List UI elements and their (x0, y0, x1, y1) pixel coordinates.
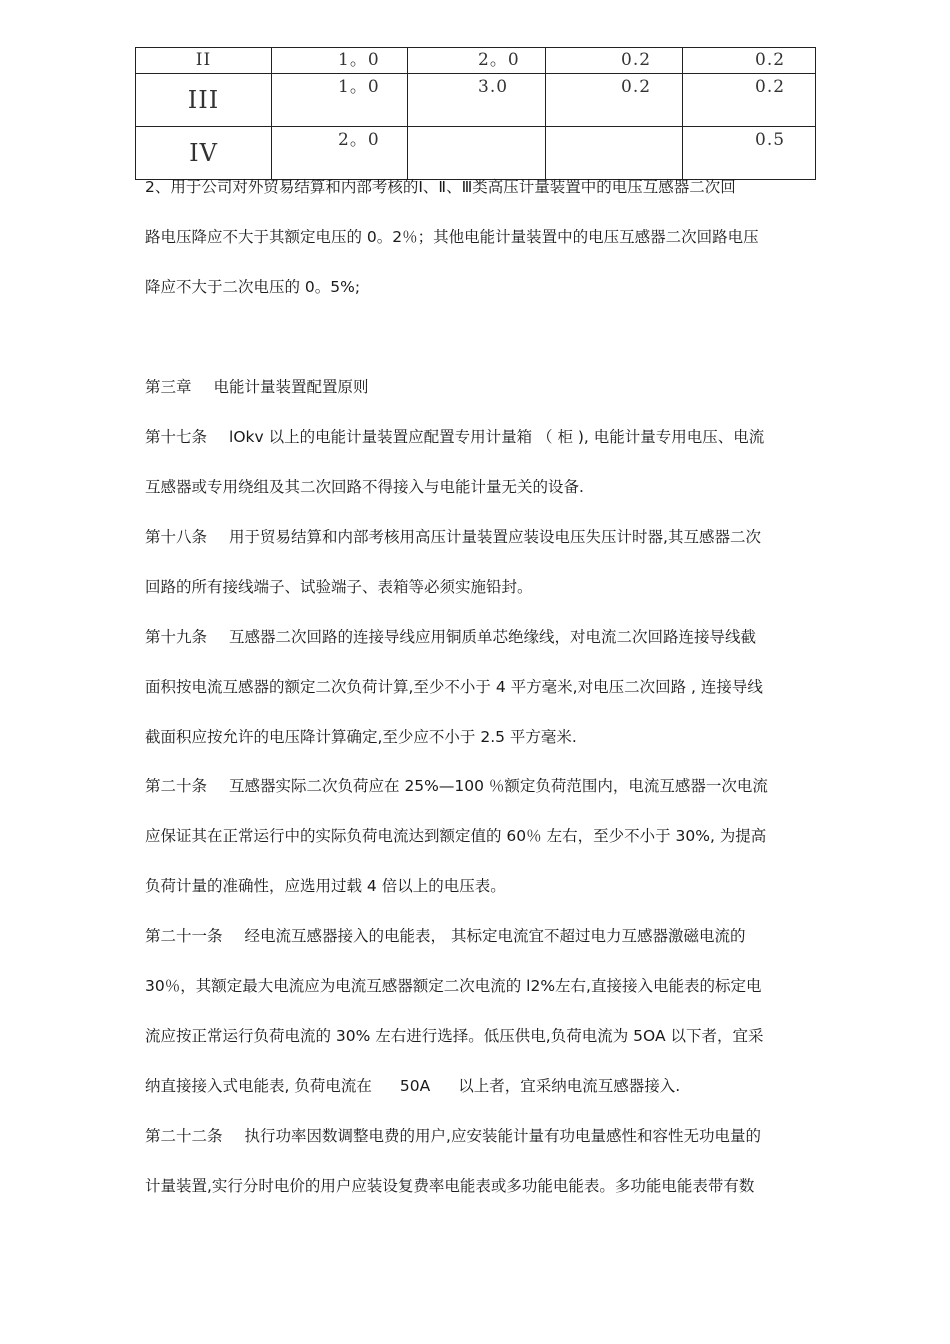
paragraph-line: 流应按正常运行负荷电流的 30% 左右进行选择。低压供电,负荷电流为 5OA 以下者，宜采 (145, 1027, 764, 1045)
chapter-title: 电能计量装置配置原则 (213, 378, 369, 396)
table-cell (408, 127, 546, 180)
paragraph-line: 路电压降应不大于其额定电压的 0。2％；其他电能计量装置中的电压互感器二次回路电压 (145, 228, 759, 246)
article-22 (145, 1126, 817, 1146)
article-number: 第二十条 (145, 777, 208, 795)
article-number: 第二十一条 (145, 927, 223, 945)
article-21 (145, 926, 817, 946)
paragraph-line: 经电流互感器接入的电能表， 其标定电流宜不超过电力互感器激磁电流的 (244, 927, 746, 945)
article-number: 第十九条 (145, 628, 208, 646)
article-17 (145, 427, 817, 447)
level-cell: IV (136, 127, 272, 180)
paragraph-line: 30％，其额定最大电流应为电流互感器额定二次电流的 l2%左右,直接接入电能表的标定电 (145, 977, 762, 995)
table-cell: 0.2 (546, 74, 683, 127)
table-cell: 2。0 (408, 48, 546, 74)
table-cell: 0.2 (683, 48, 816, 74)
table-cell: 2。0 (272, 127, 408, 180)
paragraph-line: 2、用于公司对外贸易结算和内部考核的Ⅰ、Ⅱ、Ⅲ类高压计量装置中的电压互感器二次回 (145, 178, 736, 196)
table-cell (546, 127, 683, 180)
article-number: 第二十二条 (145, 1127, 223, 1145)
table-row (136, 74, 816, 127)
text-run: 以上者，宜采纳电流互感器接入. (458, 1077, 681, 1095)
paragraph-line: 负荷计量的准确性，应选用过载 4 倍以上的电压表。 (145, 877, 506, 895)
paragraph-line: 执行功率因数调整电费的用户,应安装能计量有功电量感性和容性无功电量的 (244, 1127, 761, 1145)
paragraph-line: 用于贸易结算和内部考核用高压计量装置应装设电压失压计时器,其互感器二次 (229, 528, 761, 546)
article-number: 第十七条 (145, 428, 208, 446)
paragraph-line: 截面积应按允许的电压降计算确定,至少应不小于 2.5 平方毫米. (145, 728, 577, 746)
paragraph-line: 面积按电流互感器的额定二次负荷计算,至少不小于 4 平方毫米,对电压二次回路 , 连接导线 (145, 678, 763, 696)
table-row (136, 48, 816, 74)
table-cell: 1。0 (272, 48, 408, 74)
paragraph-line: 回路的所有接线端子、试验端子、表箱等必须实施铅封。 (145, 578, 533, 596)
paragraph-line: 互感器或专用绕组及其二次回路不得接入与电能计量无关的设备. (145, 478, 584, 496)
paragraph-line: 互感器二次回路的连接导线应用铜质单芯绝缘线，对电流二次回路连接导线截 (229, 628, 757, 646)
table-cell: 0.2 (683, 74, 816, 127)
level-cell: II (136, 48, 272, 74)
paragraph-line: 互感器实际二次负荷应在 25%—100 ％额定负荷范围内，电流互感器一次电流 (229, 777, 768, 795)
article-18 (145, 527, 817, 547)
table-cell: 0.5 (683, 127, 816, 180)
paragraph-line: lOkv 以上的电能计量装置应配置专用计量箱 （ 柜 ), 电能计量专用电压、电流 (229, 428, 765, 446)
table-cell: 0.2 (546, 48, 683, 74)
paragraph-line: 降应不大于二次电压的 0。5%; (145, 278, 361, 296)
chapter-number: 第三章 (145, 378, 192, 396)
article-19 (145, 627, 817, 647)
chapter-heading (145, 377, 817, 397)
paragraph-line: 应保证其在正常运行中的实际负荷电流达到额定值的 60％ 左右，至少不小于 30%, 为提高 (145, 827, 767, 845)
table-row (136, 127, 816, 180)
paragraph-line: 计量装置,实行分时电价的用户应装设复费率电能表或多功能电能表。多功能电能表带有数 (145, 1177, 755, 1195)
text-run: 50A (399, 1077, 431, 1095)
article-number: 第十八条 (145, 528, 208, 546)
table-cell: 3.0 (408, 74, 546, 127)
accuracy-table (135, 47, 816, 180)
text-run: 纳直接接入式电能表, 负荷电流在 (145, 1077, 372, 1095)
article-20 (145, 776, 817, 796)
level-cell: III (136, 74, 272, 127)
table-cell: 1。0 (272, 74, 408, 127)
paragraph-line (145, 1076, 817, 1096)
